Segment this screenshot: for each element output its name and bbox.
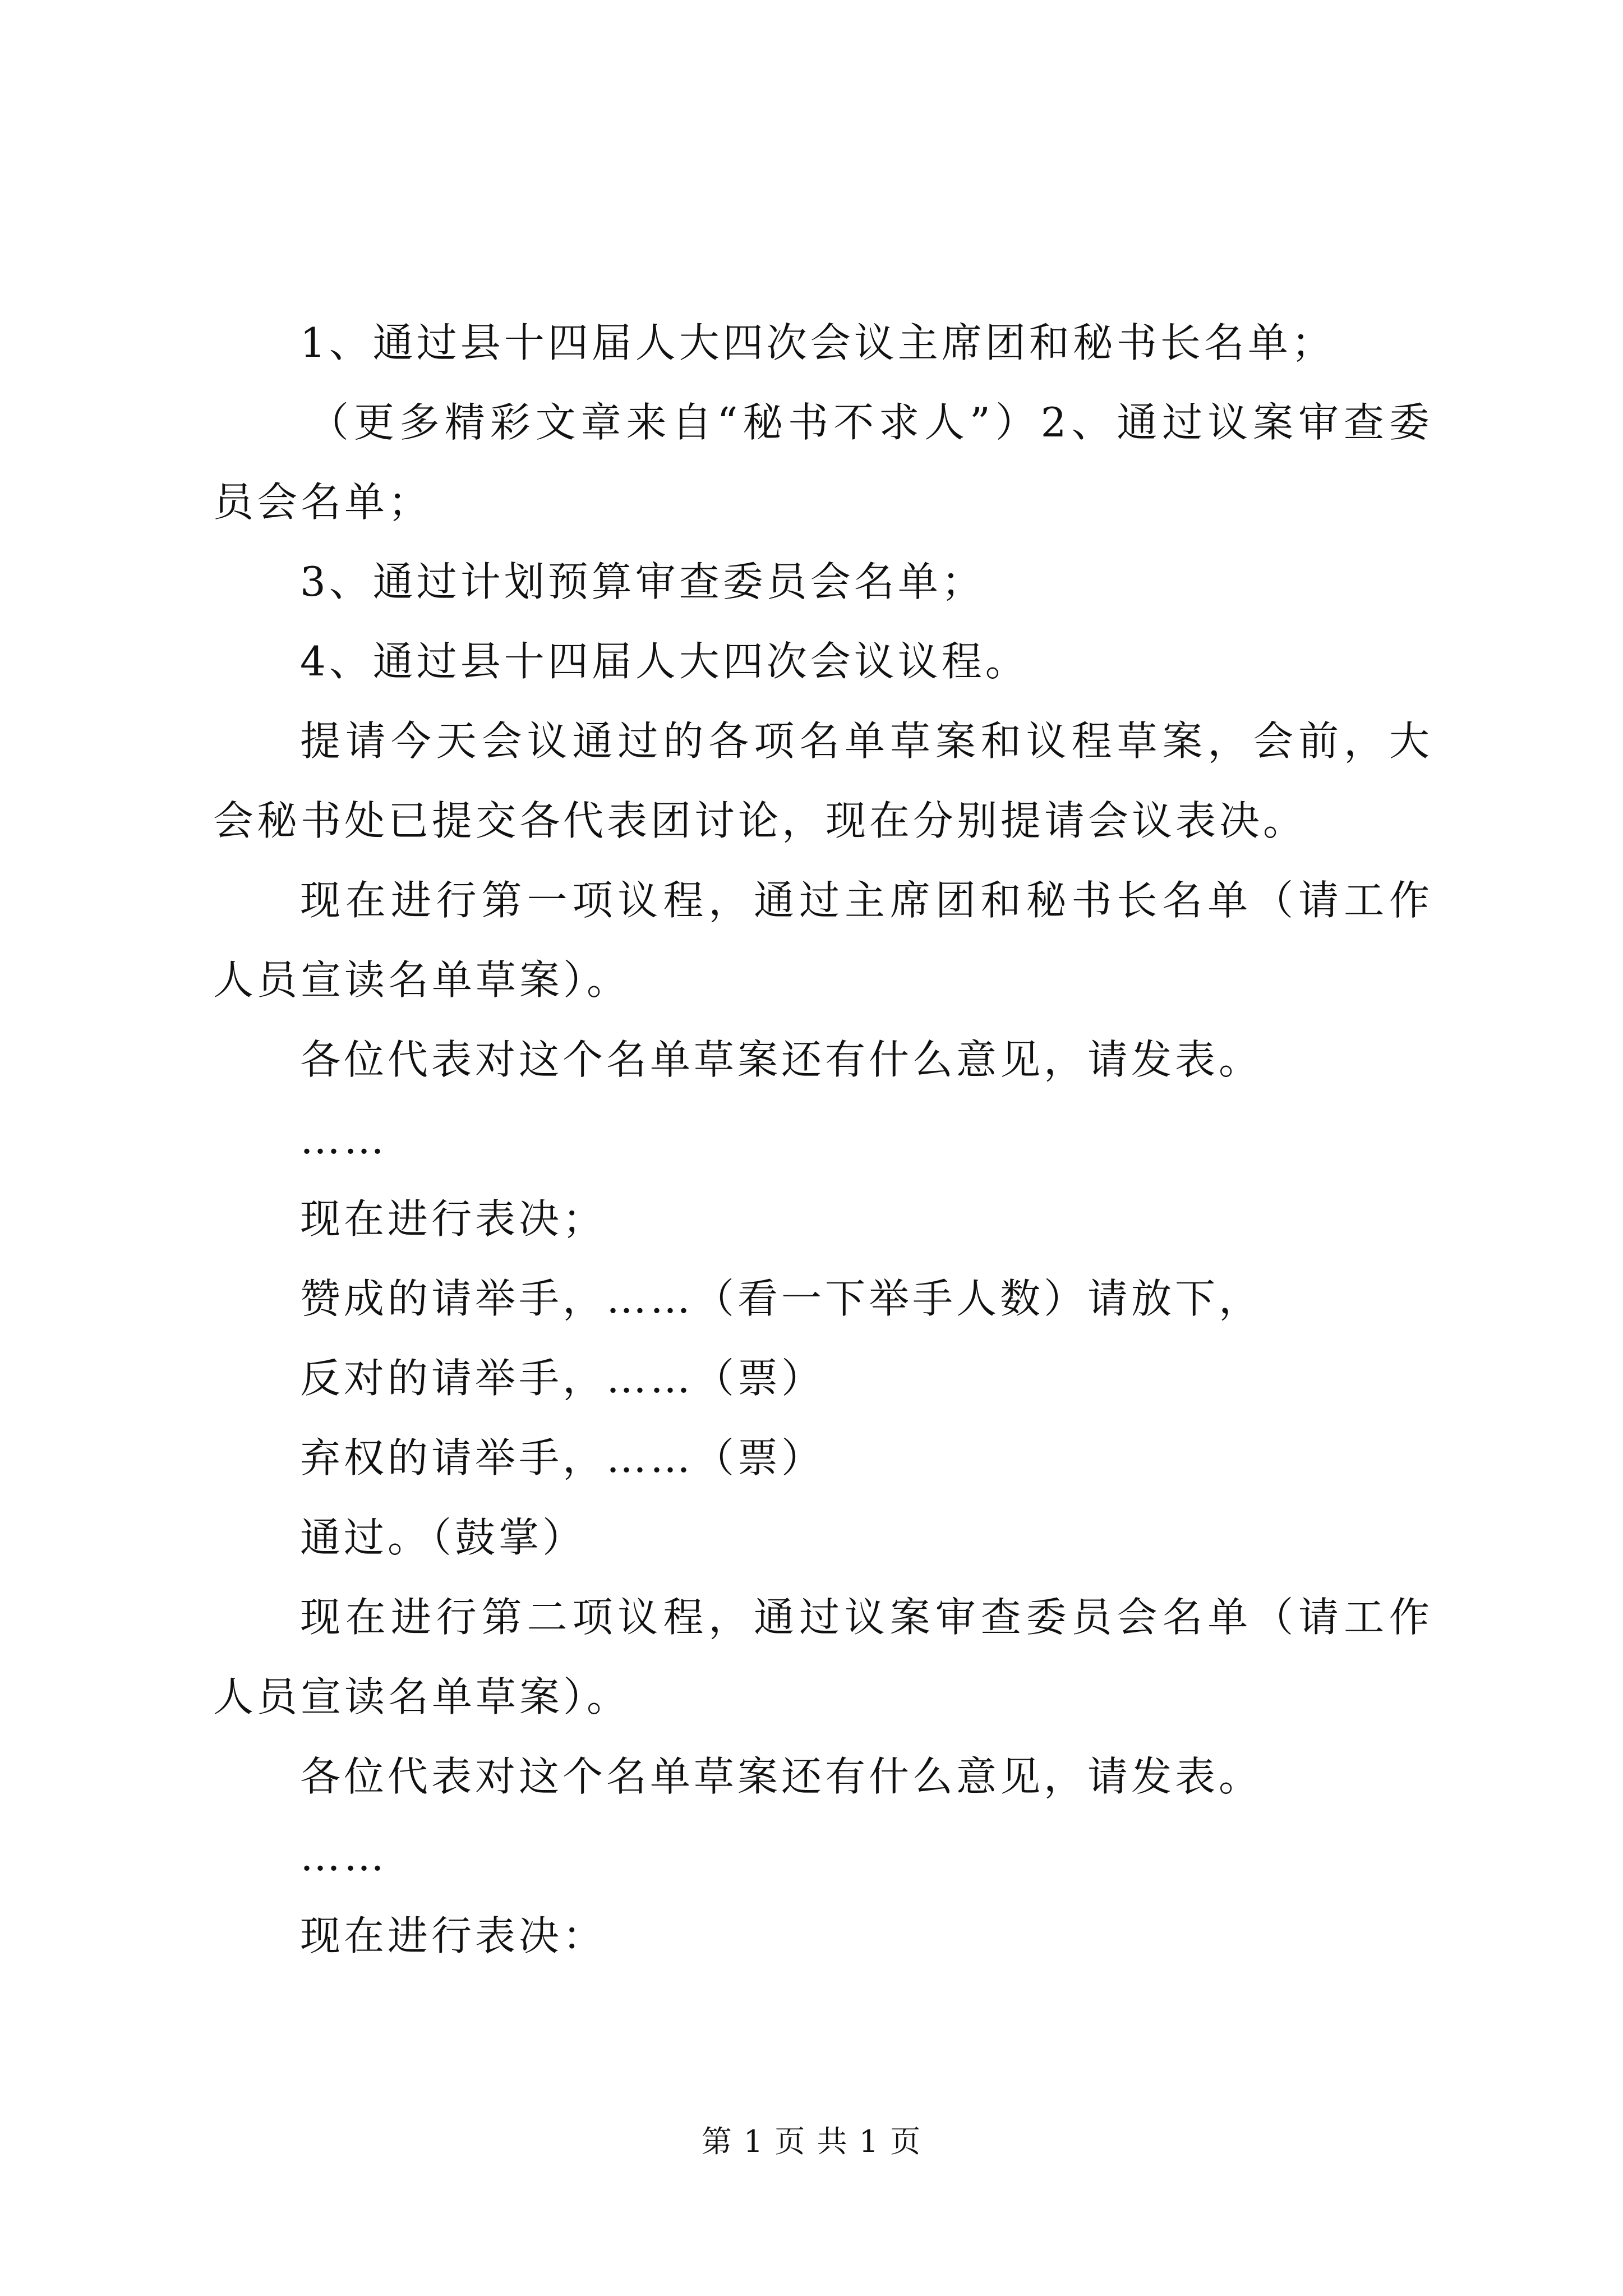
paragraph: 1、通过县十四届人大四次会议主席团和秘书长名单；	[300, 319, 1335, 366]
paragraph: （更多精彩文章来自“秘书不求人”）2、通过议案审查委员会名单；	[213, 399, 1433, 526]
paragraph: 现在进行第一项议程，通过主席团和秘书长名单（请工作人员宣读名单草案）。	[213, 877, 1433, 1004]
paragraph: 3、通过计划预算审查委员会名单；	[300, 558, 985, 605]
document-body	[213, 303, 1433, 1976]
paragraph: 赞成的请举手，……（看一下举手人数）请放下，	[300, 1275, 1263, 1322]
paragraph: 现在进行第二项议程，通过议案审查委员会名单（请工作人员宣读名单草案）。	[213, 1594, 1433, 1720]
paragraph: 现在进行表决；	[300, 1195, 607, 1243]
paragraph: 各位代表对这个名单草案还有什么意见，请发表。	[300, 1036, 1263, 1083]
ellipsis-line: ……	[300, 1116, 388, 1163]
page-footer: 第 1 页 共 1 页	[701, 2124, 922, 2159]
paragraph: 弃权的请举手，……（票）	[300, 1434, 826, 1481]
paragraph: 反对的请举手，……（票）	[300, 1355, 826, 1402]
paragraph: 提请今天会议通过的各项名单草案和议程草案，会前，大会秘书处已提交各代表团讨论，现在分别提请会议表决。	[213, 717, 1433, 844]
ellipsis-line: ……	[300, 1833, 388, 1880]
paragraph: 各位代表对这个名单草案还有什么意见，请发表。	[300, 1753, 1263, 1800]
paragraph: 通过。（鼓掌）	[300, 1514, 587, 1561]
paragraph: 现在进行表决：	[300, 1912, 607, 1959]
paragraph: 4、通过县十四届人大四次会议议程。	[300, 638, 1029, 685]
